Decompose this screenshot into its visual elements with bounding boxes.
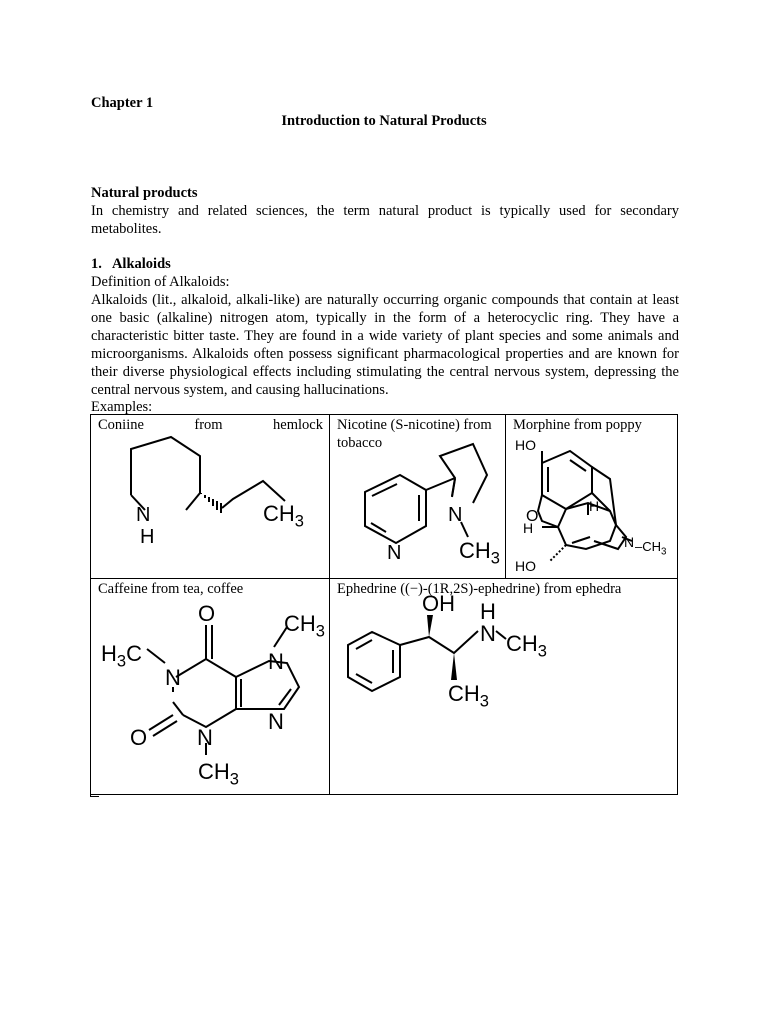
ephedrine-n-label: N — [480, 621, 496, 646]
caption-word: Coniine — [98, 417, 144, 433]
cell-coniine — [91, 415, 330, 579]
nicotine-pyridine-n-label: N — [387, 542, 402, 564]
caption-morphine: Morphine from poppy — [513, 417, 642, 433]
ephedrine-ch3-label: $CH_3$ — [448, 681, 489, 711]
nicotine-pyrrolidine-bonds — [440, 444, 487, 503]
caffeine-ch3-top-label: $CH_3$ — [284, 611, 325, 641]
chapter-label: Chapter 1 — [91, 95, 154, 111]
nicotine-pyrrolidine-n-label: N — [448, 504, 463, 526]
coniine-h-label: H — [140, 526, 155, 548]
morphine-c-ring-bonds — [558, 493, 616, 549]
ephedrine-oh-label: OH — [422, 591, 455, 616]
ephedrine-wedge-ch3 — [451, 653, 457, 680]
ephedrine-structure — [330, 579, 677, 795]
coniine-n-label: N — [136, 504, 151, 526]
morphine-aromatic-ring — [542, 451, 592, 509]
caffeine-bond — [173, 702, 183, 715]
natural-products-paragraph — [91, 202, 679, 238]
morphine-ho-bottom-label: HO — [515, 558, 536, 574]
heading-number: 1. — [91, 256, 102, 272]
morphine-h-left-label: H — [523, 520, 534, 536]
coniine-structure — [91, 415, 329, 579]
caption-word: hemlock — [273, 417, 323, 433]
caffeine-n-methyl-bond — [147, 649, 165, 663]
coniine-ch3-label: $CH_3$ — [263, 501, 304, 531]
cell-morphine — [506, 415, 678, 579]
paragraph-line: their diverse physiological effects including stimulating the central nervous system, depressing the — [91, 364, 679, 380]
ephedrine-wedge-oh — [427, 615, 433, 637]
caffeine-n9-label: N — [268, 709, 284, 734]
caffeine-structure — [91, 579, 329, 795]
definition-label: Definition of Alkaloids: — [91, 274, 230, 290]
ephedrine-h-label: H — [480, 599, 496, 624]
paragraph-line: In chemistry and related sciences, the term natural product is typically used for secondary — [91, 203, 679, 219]
chapter-title: Introduction to Natural Products — [281, 113, 487, 129]
morphine-ho-top-label: HO — [515, 437, 536, 453]
caffeine-carbonyl — [149, 715, 173, 730]
morphine-n-ch3-label: $-CH_3$ — [635, 539, 667, 558]
caffeine-n3-label: N — [197, 725, 213, 750]
paragraph-line: central nervous system, and causing hallucinations. — [91, 382, 389, 398]
cell-nicotine — [330, 415, 506, 579]
caffeine-n1-label: N — [165, 665, 181, 690]
coniine-ring-bonds — [131, 437, 200, 495]
ephedrine-n-methyl-bond — [496, 631, 506, 639]
nicotine-ch3-label: $CH_3$ — [459, 538, 500, 568]
caffeine-o-left-label: O — [130, 725, 148, 750]
paragraph-line: Alkaloids (lit., alkaloid, alkali-like) are naturally occurring organic compounds that contain at least — [91, 292, 679, 308]
caffeine-pyrimidine-bonds — [176, 659, 236, 727]
table-corner-mark — [90, 784, 99, 797]
caption-word: from — [194, 417, 223, 433]
nicotine-structure — [330, 415, 505, 579]
alkaloids-heading — [91, 255, 171, 273]
examples-table — [90, 414, 678, 795]
morphine-double-bond — [572, 537, 590, 543]
nicotine-bond — [426, 478, 455, 490]
caption-caffeine: Caffeine from tea, coffee — [98, 581, 244, 597]
paragraph-line: metabolites. — [91, 221, 162, 237]
caffeine-o-top-label: O — [198, 601, 216, 626]
caption-ephedrine: Ephedrine ((−)-(1R,2S)-ephedrine) from ephedra — [337, 581, 622, 597]
caption-nicotine: Nicotine (S-nicotine) from tobacco — [337, 417, 492, 451]
ephedrine-double-bond — [356, 674, 372, 683]
paragraph-line: one basic (alkaline) nitrogen atom, typically in the form of a heterocyclic ring. They have a — [91, 310, 679, 326]
morphine-hashed-bond — [550, 545, 566, 561]
ephedrine-double-bond — [356, 640, 372, 649]
morphine-n-label: N — [624, 534, 635, 550]
cell-ephedrine — [330, 579, 678, 795]
cell-caffeine — [91, 579, 330, 795]
morphine-structure — [506, 415, 677, 579]
morphine-h-right-label: H — [589, 498, 600, 514]
ephedrine-n-ch3-label: $CH_3$ — [506, 631, 547, 661]
ephedrine-chain-bonds — [400, 631, 478, 653]
caffeine-carbonyl — [153, 721, 177, 736]
caffeine-n7-label: N — [268, 649, 284, 674]
paragraph-line: microorganisms. Alkaloids often possess significant pharmacological properties and are known for — [91, 346, 679, 362]
heading-text: Alkaloids — [111, 256, 171, 272]
caffeine-h3c-label: $H_3C$ — [101, 641, 142, 671]
alkaloids-definition-paragraph — [91, 291, 679, 399]
morphine-o-label: O — [526, 508, 539, 525]
coniine-hashed-wedge — [201, 493, 221, 513]
examples-label: Examples: — [91, 399, 153, 415]
coniine-bond — [186, 493, 200, 510]
paragraph-line: characteristic bitter taste. They are found in a wide variety of plant species and some animals and — [91, 328, 679, 344]
section-heading-natural-products: Natural products — [91, 185, 198, 201]
caffeine-ch3-bottom-label: $CH_3$ — [198, 759, 239, 789]
